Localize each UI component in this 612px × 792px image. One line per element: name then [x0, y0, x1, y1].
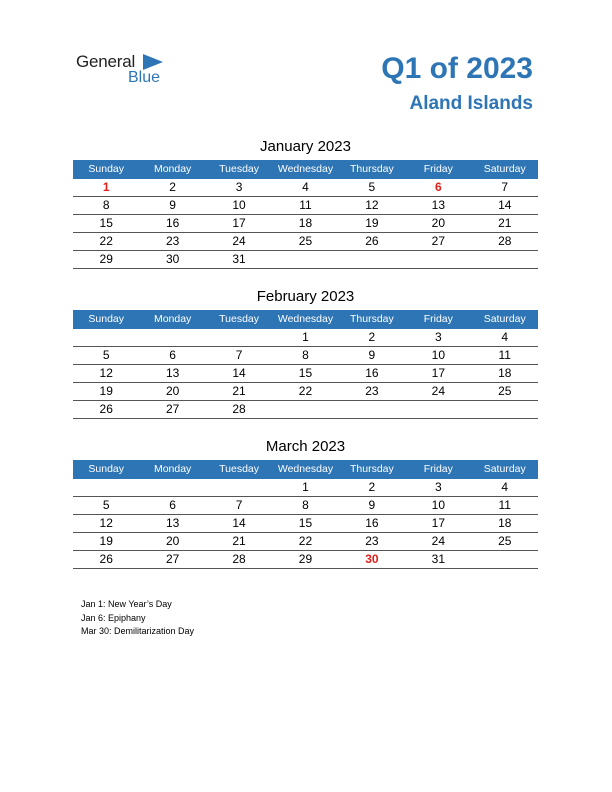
day-cell: 23	[365, 384, 379, 398]
day-cell: 26	[99, 552, 113, 566]
day-cell: 12	[99, 516, 113, 530]
day-cell: 24	[232, 234, 246, 248]
day-cell: 30	[365, 552, 379, 566]
weekday-label: Monday	[153, 163, 192, 175]
day-cell: 1	[102, 180, 110, 194]
day-cell	[405, 251, 471, 268]
day-cell: 14	[498, 198, 512, 212]
day-cell: 20	[165, 384, 180, 398]
day-cell: 4	[302, 180, 309, 194]
weekday-label: Wednesday	[277, 463, 334, 475]
day-cell: 1	[302, 480, 309, 494]
day-cell: 2	[368, 330, 376, 344]
day-cell	[339, 401, 405, 418]
weekday-label: Monday	[153, 313, 192, 325]
week-row	[73, 515, 538, 533]
weekday-label: Tuesday	[219, 313, 259, 325]
day-cell: 19	[99, 534, 113, 548]
week-row	[73, 251, 538, 269]
day-cell: 26	[99, 402, 113, 416]
weekday-header	[73, 310, 538, 329]
weekday-label: Wednesday	[277, 313, 334, 325]
day-cell: 20	[431, 216, 445, 230]
day-cell: 22	[298, 384, 313, 398]
holiday-note: Jan 1: New Year’s Day	[81, 599, 172, 609]
weekday-label: Thursday	[350, 313, 394, 325]
day-cell: 8	[302, 348, 309, 362]
weekday-label: Sunday	[88, 163, 125, 175]
day-cell: 29	[99, 252, 113, 266]
weekday-label: Thursday	[350, 163, 394, 175]
weekday-label: Monday	[153, 463, 192, 475]
month-february	[73, 288, 538, 419]
day-cell: 10	[431, 348, 445, 362]
day-cell	[472, 401, 538, 418]
day-cell: 6	[434, 180, 442, 194]
day-cell: 7	[235, 348, 243, 362]
day-cell: 5	[102, 498, 110, 512]
day-cell: 26	[365, 234, 379, 248]
day-cell: 8	[102, 198, 110, 212]
day-cell: 7	[501, 180, 509, 194]
day-cell: 28	[498, 234, 512, 248]
day-cell: 25	[498, 384, 512, 398]
weekday-header	[73, 160, 538, 179]
day-cell: 18	[498, 516, 512, 530]
day-cell: 22	[99, 234, 113, 248]
day-cell: 27	[165, 402, 180, 416]
weekday-label: Tuesday	[219, 163, 259, 175]
day-cell: 15	[298, 366, 313, 380]
week-row	[73, 347, 538, 365]
day-cell: 13	[165, 516, 180, 530]
day-cell: 5	[102, 348, 110, 362]
day-cell: 14	[232, 366, 246, 380]
day-cell: 14	[232, 516, 246, 530]
week-row	[73, 479, 538, 497]
day-cell: 6	[169, 348, 176, 362]
week-row	[73, 401, 538, 419]
day-cell: 23	[165, 234, 180, 248]
week-row	[73, 551, 538, 569]
month-title: February 2023	[256, 288, 355, 305]
week-row	[73, 233, 538, 251]
day-cell: 18	[298, 216, 313, 230]
day-cell	[206, 479, 272, 496]
weekday-label: Sunday	[88, 463, 125, 475]
weekday-label: Saturday	[483, 163, 526, 175]
day-cell: 9	[368, 348, 376, 362]
day-cell	[472, 251, 538, 268]
holiday-notes	[81, 598, 194, 639]
day-cell: 23	[365, 534, 379, 548]
day-cell: 27	[431, 234, 445, 248]
logo-blue-text: Blue	[128, 69, 161, 86]
day-cell: 7	[235, 498, 243, 512]
day-cell: 6	[169, 498, 176, 512]
weekday-label: Tuesday	[219, 463, 259, 475]
day-cell: 12	[365, 198, 379, 212]
page-title: Q1 of 2023	[381, 52, 533, 85]
day-cell: 21	[498, 216, 512, 230]
week-row	[73, 383, 538, 401]
day-cell	[139, 329, 205, 346]
month-january	[73, 138, 538, 269]
day-cell	[206, 329, 272, 346]
logo-triangle-icon	[143, 54, 163, 70]
day-cell: 27	[165, 552, 180, 566]
week-row	[73, 179, 538, 197]
month-march	[73, 438, 538, 569]
day-cell: 22	[298, 534, 313, 548]
weekday-label: Friday	[423, 463, 453, 475]
week-row	[73, 197, 538, 215]
weekday-label: Sunday	[88, 313, 125, 325]
day-cell: 31	[232, 252, 246, 266]
weekday-label: Thursday	[350, 463, 394, 475]
day-cell	[272, 251, 338, 268]
holiday-note: Mar 30: Demilitarization Day	[81, 626, 195, 636]
day-cell: 17	[232, 216, 246, 230]
day-cell: 1	[302, 330, 309, 344]
day-cell: 19	[99, 384, 113, 398]
day-cell: 15	[99, 216, 113, 230]
day-cell: 18	[498, 366, 512, 380]
day-cell: 31	[431, 552, 445, 566]
day-cell: 17	[431, 516, 445, 530]
day-cell: 8	[302, 498, 309, 512]
day-cell: 9	[169, 198, 176, 212]
day-cell: 5	[368, 180, 376, 194]
day-cell: 3	[235, 180, 243, 194]
day-cell: 11	[498, 348, 511, 362]
day-cell: 16	[165, 216, 180, 230]
weekday-label: Friday	[423, 163, 453, 175]
day-cell: 21	[232, 384, 246, 398]
day-cell: 12	[99, 366, 113, 380]
day-cell	[405, 401, 471, 418]
day-cell: 24	[431, 384, 445, 398]
day-cell: 11	[299, 198, 312, 212]
weekday-header	[73, 460, 538, 479]
day-cell: 28	[232, 552, 246, 566]
holiday-note: Jan 6: Epiphany	[81, 612, 146, 623]
page-subtitle: Aland Islands	[409, 93, 533, 114]
logo	[76, 52, 186, 88]
week-row	[73, 365, 538, 383]
day-cell: 10	[232, 198, 246, 212]
day-cell: 25	[298, 234, 313, 248]
day-cell: 21	[232, 534, 246, 548]
month-title: March 2023	[265, 438, 346, 455]
day-cell: 11	[498, 498, 511, 512]
day-cell: 3	[434, 330, 442, 344]
day-cell	[472, 551, 538, 568]
day-cell	[73, 479, 139, 496]
month-title: January 2023	[260, 138, 351, 155]
day-cell: 9	[368, 498, 376, 512]
day-cell	[339, 251, 405, 268]
day-cell: 13	[165, 366, 180, 380]
weekday-label: Friday	[423, 313, 453, 325]
day-cell	[73, 329, 139, 346]
day-cell: 25	[498, 534, 512, 548]
day-cell: 13	[431, 198, 445, 212]
day-cell: 2	[169, 180, 176, 194]
day-cell: 29	[298, 552, 313, 566]
day-cell	[139, 479, 205, 496]
day-cell: 4	[501, 480, 509, 494]
week-row	[73, 497, 538, 515]
week-row	[73, 215, 538, 233]
day-cell: 10	[431, 498, 445, 512]
day-cell: 16	[365, 516, 379, 530]
weekday-label: Saturday	[483, 313, 526, 325]
logo-general-text: General	[76, 52, 136, 71]
day-cell: 2	[368, 480, 376, 494]
day-cell: 16	[365, 366, 379, 380]
weekday-label: Saturday	[483, 463, 526, 475]
weekday-label: Wednesday	[277, 163, 334, 175]
day-cell: 20	[165, 534, 180, 548]
day-cell: 30	[165, 252, 180, 266]
day-cell: 19	[365, 216, 379, 230]
day-cell: 28	[232, 402, 246, 416]
week-row	[73, 533, 538, 551]
day-cell: 3	[434, 480, 442, 494]
day-cell: 17	[431, 366, 445, 380]
day-cell: 24	[431, 534, 445, 548]
day-cell: 15	[298, 516, 313, 530]
day-cell	[272, 401, 338, 418]
day-cell: 4	[501, 330, 509, 344]
week-row	[73, 329, 538, 347]
